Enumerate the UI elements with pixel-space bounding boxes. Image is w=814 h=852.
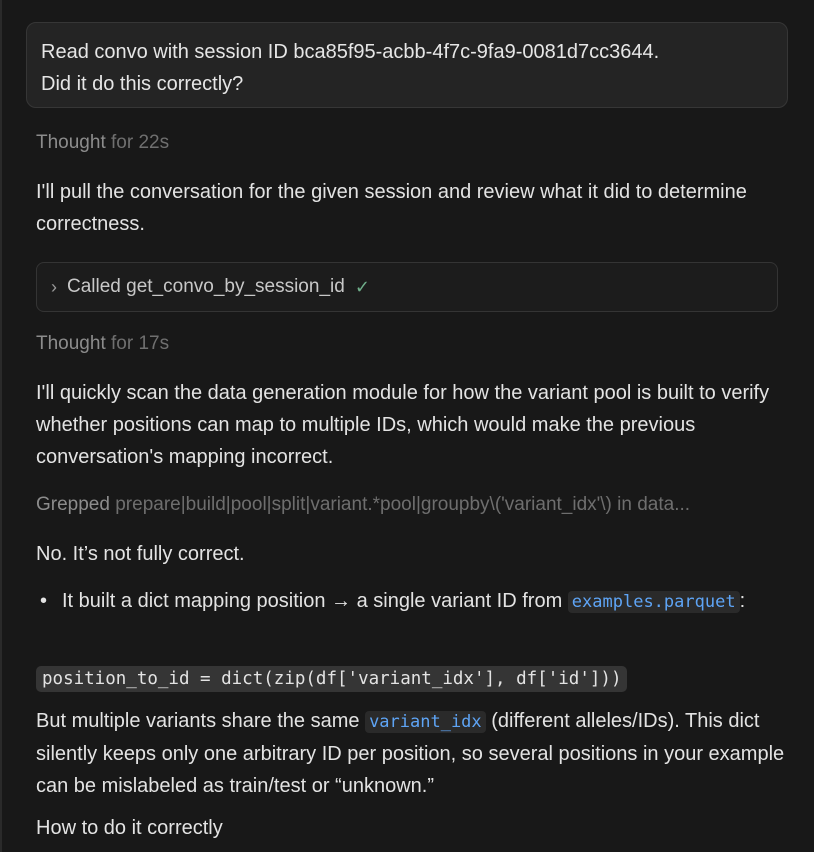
- answer-summary: No. It’s not fully correct.: [36, 543, 245, 565]
- inline-code-filename: examples.parquet: [568, 591, 740, 613]
- para3-before: But multiple variants share the same: [36, 710, 360, 732]
- para3-after: (different alleles/IDs). This dict silently keeps only one arbitrary ID per position, so several positions in your example can be mislabeled as train/test or “unknown.”: [36, 710, 785, 797]
- user-message-bubble[interactable]: [26, 22, 788, 108]
- grep-tool-summary[interactable]: [36, 494, 778, 516]
- assistant-paragraph-2: I'll quickly scan the data generation module for how the variant pool is built to verify whether positions can map to multiple IDs, which would make the previous conversation's mapping incorrect.: [36, 382, 770, 468]
- tool-call-collapsible[interactable]: [36, 262, 778, 312]
- inline-code-variant-idx: variant_idx: [365, 711, 486, 733]
- thought-indicator-2[interactable]: [36, 333, 169, 355]
- user-message-line-2: Did it do this correctly?: [41, 73, 244, 95]
- user-message-line-1: Read convo with session ID bca85f95-acbb-4f7c-9fa9-0081d7cc3644.: [41, 41, 660, 63]
- bullet-text: It built a dict mapping position → a single variant ID from: [62, 590, 563, 612]
- assistant-paragraph-1: I'll pull the conversation for the given session and review what it did to determine correctness.: [36, 181, 747, 235]
- thought-duration: for 17s: [111, 333, 170, 354]
- chevron-right-icon[interactable]: ›: [51, 276, 57, 297]
- thought-duration: for 22s: [111, 132, 170, 153]
- thought-label: Thought: [36, 132, 106, 153]
- tool-call-label: Called get_convo_by_session_id: [67, 276, 345, 297]
- thought-label: Thought: [36, 333, 106, 354]
- list-item: [36, 585, 776, 618]
- bullet-punct: :: [739, 590, 746, 612]
- check-icon: ✓: [354, 276, 370, 297]
- code-snippet: position_to_id = dict(zip(df['variant_idx'], df['id'])): [36, 666, 627, 692]
- assistant-paragraph-3: [36, 705, 796, 802]
- grep-verb: Grepped: [36, 494, 110, 515]
- pane-divider: [0, 0, 2, 852]
- bullet-dot: •: [40, 590, 48, 612]
- thought-indicator-1[interactable]: [36, 132, 169, 154]
- section-heading-next: How to do it correctly: [36, 817, 223, 839]
- grep-pattern: prepare|build|pool|split|variant.*pool|groupby\('variant_idx'\) in data...: [115, 494, 691, 515]
